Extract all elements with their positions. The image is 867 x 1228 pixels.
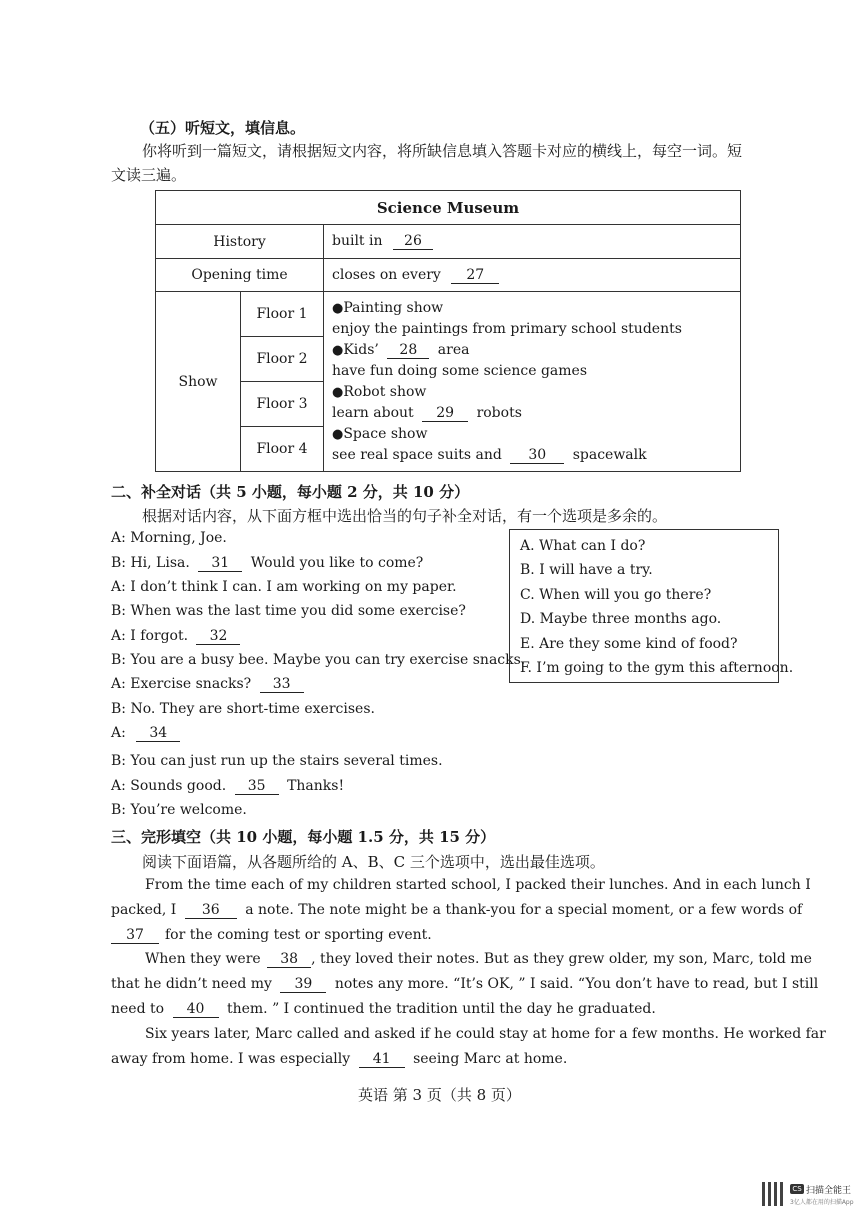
section-five-instruction-2: 文读三遍。 bbox=[111, 166, 187, 184]
blank-29[interactable]: 29 bbox=[422, 406, 468, 422]
floor-1-show: ●Painting show bbox=[332, 300, 444, 316]
dialogue-line: B: You can just run up the stairs several times. bbox=[111, 753, 443, 769]
blank-31[interactable]: 31 bbox=[198, 556, 242, 572]
passage-line: When they were 38 , they loved their notes. But as they grew older, my son, Marc, told me bbox=[145, 951, 812, 967]
floor-2-desc: have fun doing some science games bbox=[332, 363, 588, 379]
section-five-title: （五）听短文，填信息。 bbox=[140, 119, 306, 137]
option-e: E. Are they some kind of food? bbox=[520, 636, 738, 652]
passage-line: 37 for the coming test or sporting event. bbox=[111, 927, 432, 944]
options-box bbox=[509, 529, 794, 683]
bullet-icon: ● bbox=[332, 301, 344, 316]
blank-36[interactable]: 36 bbox=[185, 903, 237, 919]
dialogue-line: A: I don’t think I can. I am working on my paper. bbox=[111, 579, 457, 595]
opening-cell bbox=[324, 259, 741, 292]
shows-cell bbox=[324, 292, 741, 472]
blank-26[interactable]: 26 bbox=[393, 234, 433, 250]
part-three-heading: 三、完形填空（共 10 小题，每小题 1.5 分，共 15 分） bbox=[111, 828, 496, 846]
floor-4-label: Floor 4 bbox=[241, 427, 324, 472]
show-label: Show bbox=[156, 292, 241, 472]
part-two-instruction: 根据对话内容，从下面方框中选出恰当的句子补全对话，有一个选项是多余的。 bbox=[142, 507, 668, 525]
passage-line: away from home. I was especially 41 seeing Marc at home. bbox=[111, 1051, 568, 1067]
science-museum-table bbox=[155, 190, 741, 472]
dialogue-line: A: Morning, Joe. bbox=[111, 530, 227, 546]
dialogue-line: B: No. They are short-time exercises. bbox=[111, 701, 375, 717]
passage-line: that he didn’t need my 39 notes any more. “It’s OK, ” I said. “You don’t have to read, but I still bbox=[111, 976, 819, 992]
passage-line: need to 40 them. ” I continued the tradition until the day he graduated. bbox=[111, 1001, 656, 1017]
blank-27[interactable]: 27 bbox=[451, 268, 499, 284]
blank-34[interactable]: 34 bbox=[136, 726, 180, 742]
floor-2-label: Floor 2 bbox=[241, 337, 324, 382]
floor-4-show: ●Space show bbox=[332, 426, 428, 442]
blank-35[interactable]: 35 bbox=[235, 779, 279, 795]
floor-3-show: ●Robot show bbox=[332, 384, 427, 400]
dialogue-line: A: Sounds good. 35 Thanks! bbox=[111, 778, 345, 794]
floor-2-show: ●Kids’ 28 area bbox=[332, 342, 470, 358]
option-f: F. I’m going to the gym this afternoon. bbox=[520, 660, 794, 676]
dialogue-line: B: You are a busy bee. Maybe you can try exercise snacks. bbox=[111, 652, 526, 668]
floor-1-label: Floor 1 bbox=[241, 292, 324, 337]
dialogue-line: A: Exercise snacks? 33 bbox=[111, 676, 304, 693]
dialogue-line: A: 34 bbox=[111, 725, 180, 742]
floor-4-desc: see real space suits and 30 spacewalk bbox=[332, 447, 647, 463]
blank-28[interactable]: 28 bbox=[387, 343, 429, 359]
camscanner-logo-icon: CS bbox=[790, 1184, 804, 1194]
passage-line: packed, I 36 a note. The note might be a thank-you for a special moment, or a few words of bbox=[111, 902, 803, 918]
dialogue-line: B: Hi, Lisa. 31 Would you like to come? bbox=[111, 555, 424, 571]
dialogue-line: B: When was the last time you did some exercise? bbox=[111, 603, 466, 619]
bullet-icon: ● bbox=[332, 427, 344, 442]
history-cell bbox=[324, 225, 741, 259]
option-b: B. I will have a try. bbox=[520, 562, 653, 578]
option-d: D. Maybe three months ago. bbox=[520, 611, 722, 627]
passage-line: Six years later, Marc called and asked if he could stay at home for a few months. He worked far bbox=[145, 1026, 826, 1042]
floor-1-desc: enjoy the paintings from primary school students bbox=[332, 321, 682, 337]
dialogue-line: A: I forgot. 32 bbox=[111, 628, 240, 645]
history-label: History bbox=[156, 225, 324, 259]
blank-32[interactable]: 32 bbox=[196, 629, 240, 645]
opening-label: Opening time bbox=[156, 259, 324, 292]
watermark-sub: 3亿人都在用的扫描App bbox=[790, 1199, 854, 1206]
qr-code-icon bbox=[762, 1182, 786, 1206]
history-text: built in bbox=[332, 233, 383, 249]
blank-38[interactable]: 38 bbox=[267, 952, 311, 968]
dialogue-line: B: You’re welcome. bbox=[111, 802, 247, 818]
opening-text: closes on every bbox=[332, 266, 441, 283]
option-c: C. When will you go there? bbox=[520, 587, 712, 603]
section-five-instruction-1: 你将听到一篇短文，请根据短文内容，将所缺信息填入答题卡对应的横线上，每空一词。短 bbox=[142, 142, 743, 160]
blank-30[interactable]: 30 bbox=[510, 448, 564, 464]
table-title: Science Museum bbox=[156, 191, 741, 225]
blank-37[interactable]: 37 bbox=[111, 928, 159, 944]
watermark-brand: 扫描全能王 bbox=[806, 1186, 852, 1196]
passage-line: From the time each of my children started school, I packed their lunches. And in each lunch I bbox=[145, 877, 811, 893]
part-three-instruction: 阅读下面语篇，从各题所给的 A、B、C 三个选项中，选出最佳选项。 bbox=[142, 853, 605, 871]
option-a: A. What can I do? bbox=[520, 538, 646, 554]
bullet-icon: ● bbox=[332, 385, 344, 400]
blank-40[interactable]: 40 bbox=[173, 1002, 219, 1018]
bullet-icon: ● bbox=[332, 343, 344, 358]
blank-33[interactable]: 33 bbox=[260, 677, 304, 693]
floor-3-desc: learn about 29 robots bbox=[332, 405, 522, 421]
blank-39[interactable]: 39 bbox=[280, 977, 326, 993]
part-two-heading: 二、补全对话（共 5 小题，每小题 2 分，共 10 分） bbox=[111, 483, 470, 501]
blank-41[interactable]: 41 bbox=[359, 1052, 405, 1068]
floor-3-label: Floor 3 bbox=[241, 382, 324, 427]
page-footer: 英语 第 3 页（共 8 页） bbox=[358, 1086, 521, 1104]
